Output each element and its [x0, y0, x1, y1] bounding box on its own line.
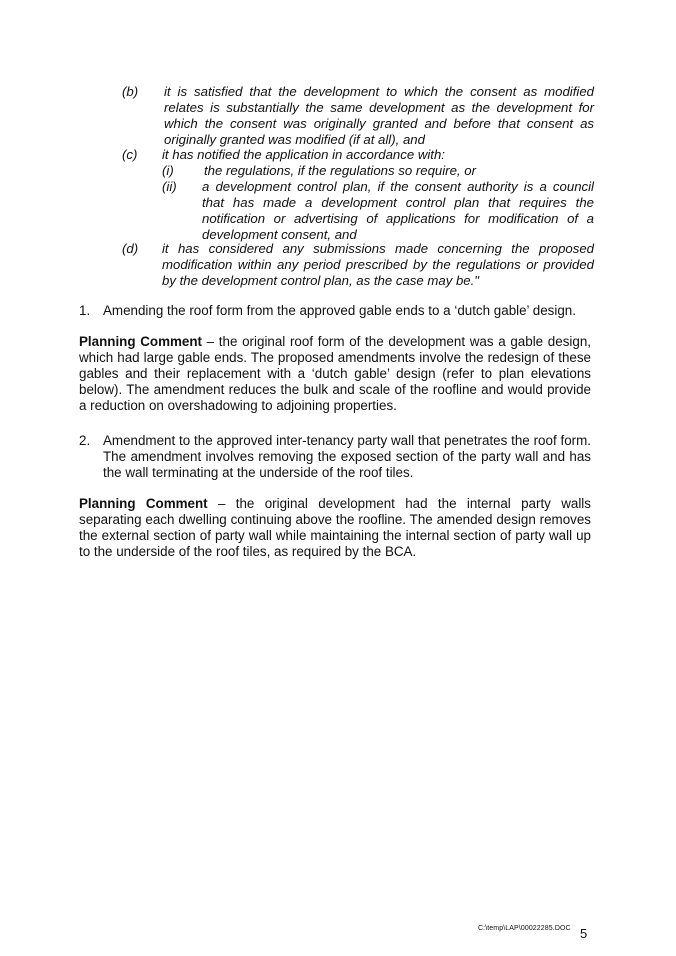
planning-comment-1-text: – the original roof form of the development was a gable design, which had large gable ends. The proposed amendments involve the redesign of these gables and their replacement with a ‘dutch gable’ design (refer to plan elevations below). The amendment reduces the bulk and scale of the roofline and would provide a reduction on overshadowing to adjoining properties.: [79, 334, 591, 413]
planning-comment-1: [79, 334, 591, 414]
clause-b-text: it is satisfied that the development to which the consent as modified relates is substantially the same development as the development for which the consent was originally granted and before that consent as originally granted was modified (if at all), and: [164, 84, 594, 147]
clause-c-text: it has notified the application in accordance with:: [162, 147, 445, 162]
planning-comment-2-text: – the original development had the internal party walls separating each dwelling continuing above the roofline. The amended design removes the external section of party wall while maintaining the internal section of party wall up to the underside of the roof tiles, as required by the BCA.: [79, 496, 591, 559]
clause-c-i-marker: (i): [162, 163, 174, 178]
item-2-text: Amendment to the approved inter-tenancy party wall that penetrates the roof form. The amendment involves removing the exposed section of the party wall and has the wall terminating at the underside of the roof tiles.: [103, 433, 591, 480]
footer-file-path: C:\temp\LAP\00022285.DOC: [478, 925, 571, 932]
clause-d-text: it has considered any submissions made concerning the proposed modification within any period prescribed by the regulations or provided by the development control plan, as the case may be.": [162, 241, 594, 288]
clause-d-letter: (d): [122, 241, 139, 256]
clause-c-ii-text: a development control plan, if the consent authority is a council that has made a development control plan that requires the notification or advertising of applications for modification of a development consent, and: [202, 179, 594, 242]
clause-c-i-text: the regulations, if the regulations so require, or: [204, 163, 476, 178]
clause-c-ii-marker: (ii): [162, 179, 177, 194]
item-2-number: 2.: [79, 433, 91, 448]
clause-b-letter: (b): [122, 84, 139, 99]
item-1-text: Amending the roof form from the approved gable ends to a ‘dutch gable’ design.: [103, 303, 576, 318]
planning-comment-2-label: Planning Comment: [79, 496, 208, 511]
item-1-number: 1.: [79, 303, 91, 318]
clause-c-letter: (c): [122, 147, 138, 162]
planning-comment-1-label: Planning Comment: [79, 334, 202, 349]
planning-comment-2: [79, 496, 591, 560]
footer-page-number: 5: [580, 926, 588, 941]
